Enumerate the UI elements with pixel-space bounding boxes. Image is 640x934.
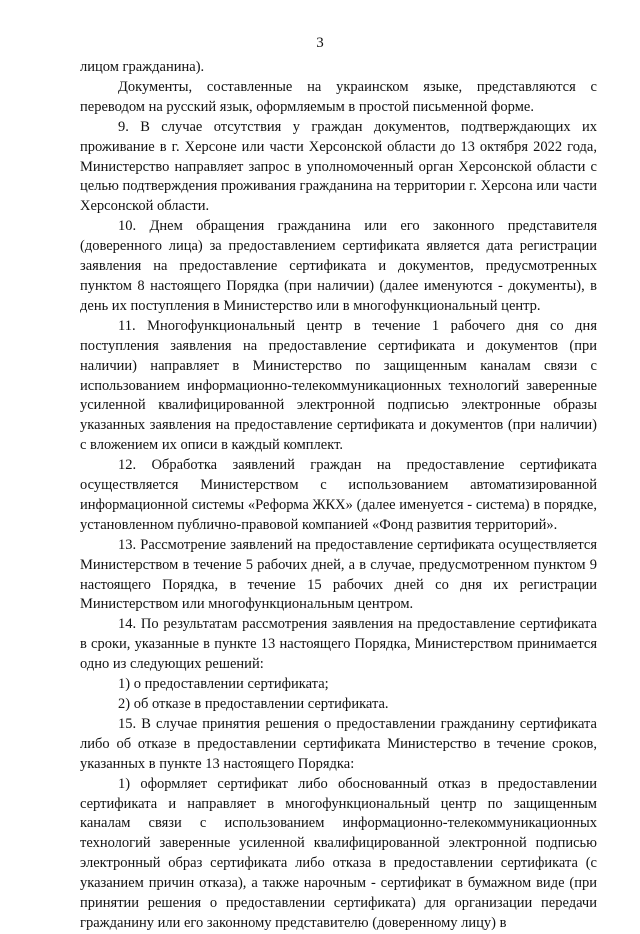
paragraph-decision-1: 1) о предоставлении сертификата;	[118, 676, 329, 693]
paragraph-decision-2: 2) об отказе в предоставлении сертификата.	[118, 696, 389, 712]
page-number: 3	[316, 35, 324, 51]
paragraph-translation-note: Документы, составленные на украинском языке, представляются с переводом на русский язык, оформляемым в простой письменной форме.	[80, 78, 597, 115]
paragraph-continuation: лицом гражданина).	[80, 59, 205, 75]
paragraph-item-12: 12. Обработка заявлений граждан на предоставление сертификата осуществляется Министерством с использованием автоматизированной информационной системы «Реформа ЖКХ» (далее именуется - система) в порядке, установленном публично-правовой компанией «Фонд развития территорий».	[80, 457, 597, 533]
paragraph-item-15: 15. В случае принятия решения о предоставлении гражданину сертификата либо об отказе в предоставлении сертификата Министерство в течение сроков, указанных в пункте 13 настоящего Порядка:	[80, 715, 597, 772]
paragraph-item-14: 14. По результатам рассмотрения заявления на предоставление сертификата в сроки, указанные в пункте 13 настоящего Порядка, Министерством принимается одно из следующих решений:	[80, 616, 597, 673]
paragraph-item-11: 11. Многофункциональный центр в течение 1 рабочего дня со дня поступления заявления на предоставление сертификата и документов (при наличии) направляет в Министерство по защищенным каналам связи с использованием информационно-телекоммуникационных технологий заверенные усиленной квалифицированной электронной подписью электронные образы указанных заявления на предоставление сертификата и документов (при наличии) с вложением их описи в каждый комплект.	[80, 317, 597, 454]
paragraph-item-9: 9. В случае отсутствия у граждан документов, подтверждающих их проживание в г. Херсоне или части Херсонской области до 13 октября 2022 года, Министерство направляет запрос в уполномоченный орган Херсонской области с целью подтверждения проживания гражданина на территории г. Херсона или части Херсонской области.	[80, 118, 597, 215]
paragraph-item-13: 13. Рассмотрение заявлений на предоставление сертификата осуществляется Министерством в течение 5 рабочих дней, а в случае, предусмотренном пунктом 9 настоящего Порядка, в течение 15 рабочих дней со дня их регистрации Министерством или многофункциональным центром.	[80, 536, 597, 613]
paragraph-item-10: 10. Днем обращения гражданина или его законного представителя (доверенного лица) за предоставлением сертификата является дата регистрации заявления на предоставление сертификата и документов, предусмотренных пунктом 8 настоящего Порядка (при наличии) (далее именуются - документы), в день их поступления в Министерство или в многофункциональный центр.	[80, 218, 597, 314]
paragraph-item-15-subitem-1: 1) оформляет сертификат либо обоснованный отказ в предоставлении сертификата и направляет в многофункциональный центр по защищенным каналам связи с использованием информационно-телекоммуникационных технологий заверенные усиленной квалифицированной электронной подписью электронный образ сертификата либо отказа в предоставлении сертификата (с указанием причин отказа), а также нарочным - сертификат в бумажном виде (при принятии решения о предоставлении сертификата) для организации передачи гражданину или его законному представителю (доверенному лицу) в	[80, 775, 597, 931]
document-body	[80, 58, 597, 934]
